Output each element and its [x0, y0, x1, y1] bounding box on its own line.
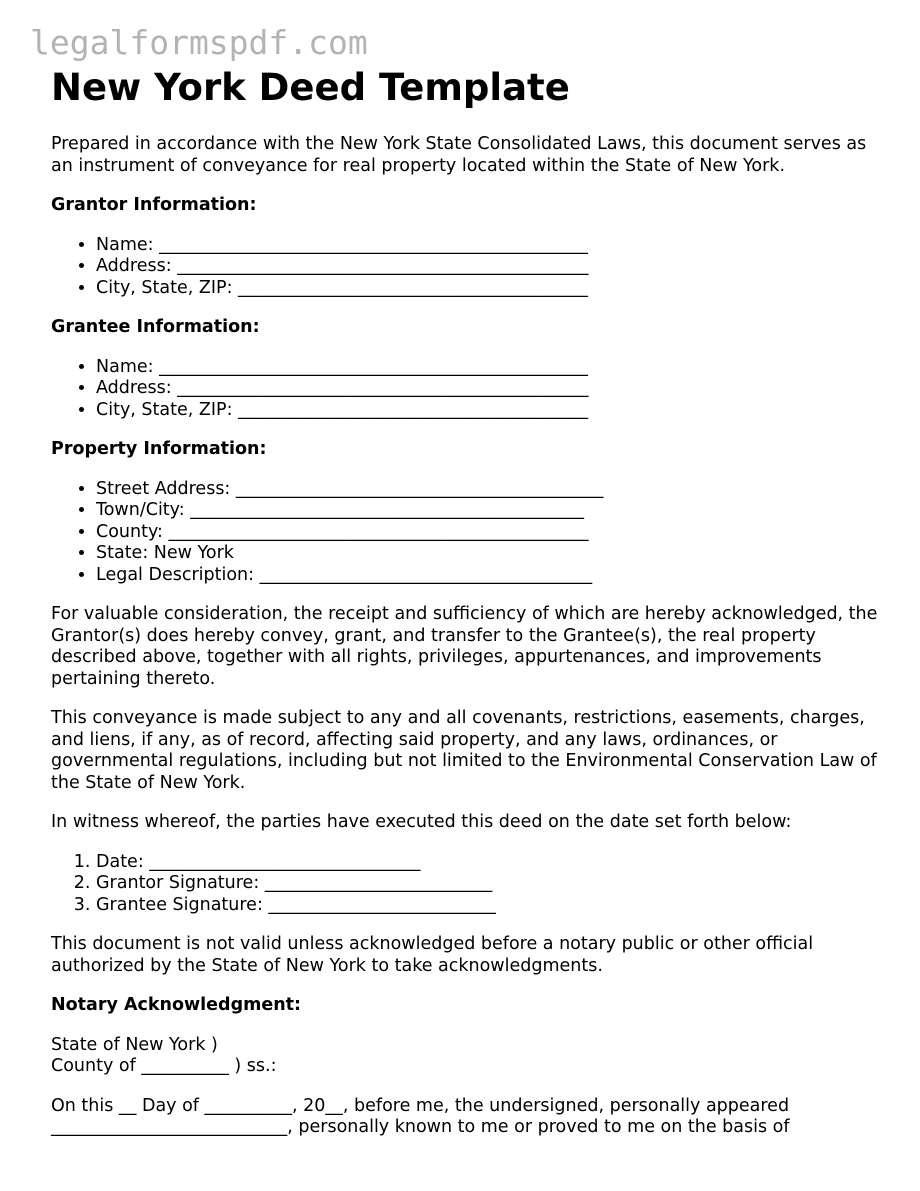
grantee-address-field: • Address: _______________________________________________	[96, 378, 881, 400]
property-heading: Property Information:	[51, 439, 267, 459]
grantor-signature-field: 2. Grantor Signature: __________________________	[96, 873, 881, 895]
property-town-city-field: • Town/City: _____________________________________________	[96, 500, 881, 522]
subject-to-paragraph: This conveyance is made subject to any and all covenants, restrictions, easements, charges, and liens, if any, as of record, affecting said property, and any laws, ordinances, or governmental regulations, including but not limited to the Environmental Conservation Law of the State of New York.	[51, 708, 877, 793]
notary-county-line: County of __________ ) ss.:	[51, 1056, 277, 1076]
property-list	[51, 479, 881, 587]
property-county-field: • County: ________________________________________________	[96, 522, 881, 544]
page-title: New York Deed Template	[51, 66, 570, 109]
site-watermark: legalformspdf.com	[30, 23, 368, 62]
execution-date-field: 1. Date: _______________________________	[96, 852, 881, 874]
grantor-name-field: • Name: _________________________________________________	[96, 235, 881, 257]
grantee-signature-field: 3. Grantee Signature: __________________________	[96, 895, 881, 917]
grantor-list	[51, 235, 881, 300]
grantee-name-field: • Name: _________________________________________________	[96, 357, 881, 379]
intro-paragraph: Prepared in accordance with the New York State Consolidated Laws, this document serves as an instrument of conveyance for real property located within the State of New York.	[51, 134, 867, 176]
grantee-city-state-zip-field: • City, State, ZIP: ________________________________________	[96, 400, 881, 422]
validity-paragraph: This document is not valid unless acknowledged before a notary public or other official authorized by the State of New York to take acknowledgments.	[51, 934, 814, 976]
notary-heading: Notary Acknowledgment:	[51, 995, 302, 1015]
notary-state-line: State of New York )	[51, 1034, 218, 1055]
grantee-heading: Grantee Information:	[51, 317, 260, 337]
property-legal-description-field: • Legal Description: ______________________________________	[96, 565, 881, 587]
grantor-heading: Grantor Information:	[51, 195, 257, 215]
grantee-list	[51, 357, 881, 422]
property-street-address-field: • Street Address: __________________________________________	[96, 479, 881, 501]
grantor-city-state-zip-field: • City, State, ZIP: ________________________________________	[96, 278, 881, 300]
witness-paragraph: In witness whereof, the parties have executed this deed on the date set forth below:	[51, 812, 792, 832]
grantor-address-field: • Address: _______________________________________________	[96, 256, 881, 278]
deed-document	[51, 64, 881, 1139]
property-state-field: • State: New York	[96, 543, 881, 565]
conveyance-paragraph: For valuable consideration, the receipt and sufficiency of which are hereby acknowledged, the Grantor(s) does hereby convey, grant, and transfer to the Grantee(s), the real property described above, together with all rights, privileges, appurtenances, and improvements pertaining thereto.	[51, 604, 878, 689]
execution-list	[51, 852, 881, 917]
notary-body-paragraph: On this __ Day of __________, 20__, before me, the undersigned, personally appeared ___________________________, personally known to me or proved to me on the basis of	[51, 1095, 790, 1137]
